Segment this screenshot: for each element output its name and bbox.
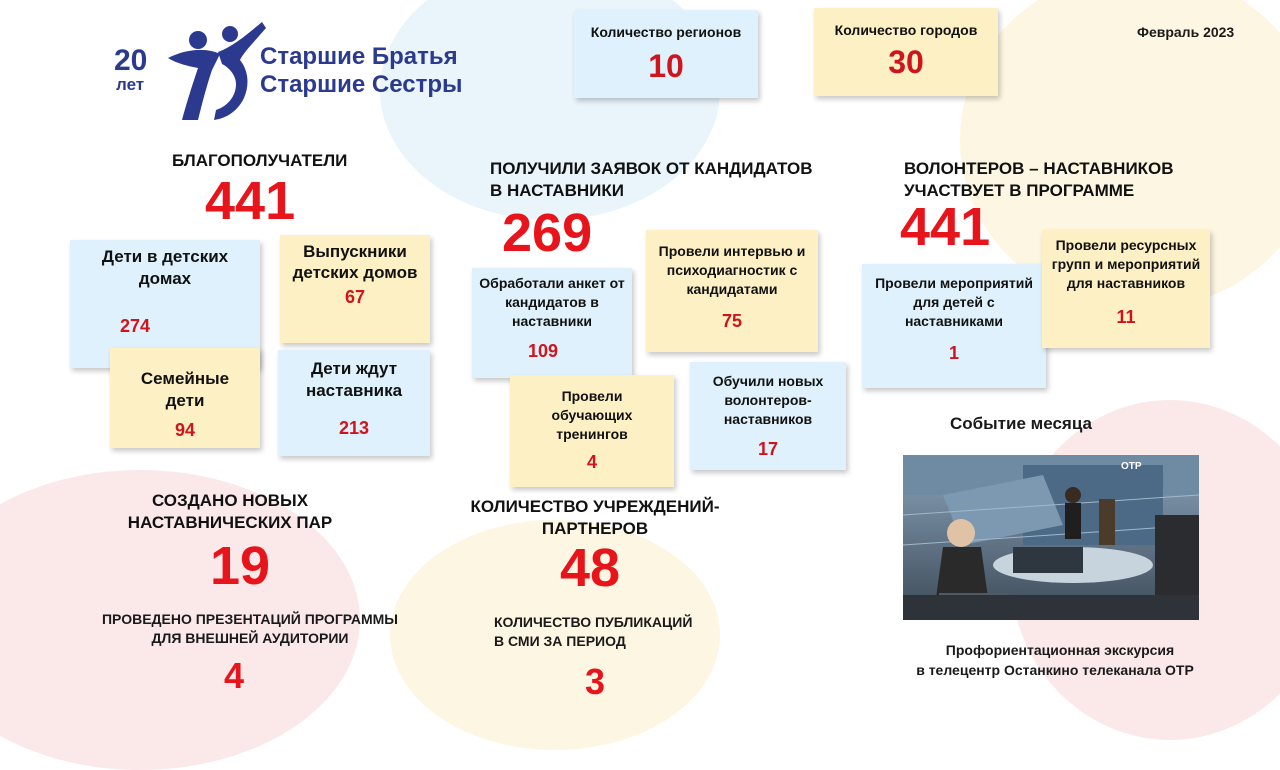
event-caption-line1: Профориентационная экскурсия	[945, 642, 1175, 658]
applications-title-line1: ПОЛУЧИЛИ ЗАЯВОК ОТ КАНДИДАТОВ	[490, 159, 813, 178]
child-events-value: 1	[948, 343, 959, 363]
orphanage-graduates-label: Выпускники детских домов	[292, 242, 418, 282]
pairs-title-line1: СОЗДАНО НОВЫХ	[151, 491, 309, 510]
family-children-value: 94	[174, 420, 196, 440]
resource-groups-label: Провели ресурсных групп и мероприятий для наставников	[1051, 237, 1201, 291]
trainings-label: Провели обучающих тренингов	[551, 388, 633, 442]
interviews-label: Провели интервью и психодиагностик с кандидатами	[658, 243, 806, 297]
waiting-children-label: Дети ждут наставника	[305, 359, 403, 400]
presentations-title-line2: ДЛЯ ВНЕШНЕЙ АУДИТОРИИ	[151, 630, 349, 646]
logo-years: 20	[114, 44, 148, 77]
partners-title-line1: КОЛИЧЕСТВО УЧРЕЖДЕНИЙ-	[470, 497, 720, 516]
volunteers-total: 441	[900, 197, 991, 257]
beneficiaries-total: 441	[205, 171, 296, 231]
new-volunteers-card	[690, 362, 846, 470]
family-children-label: Семейные дети	[140, 369, 230, 410]
family-children-card	[110, 348, 260, 448]
resource-groups-card	[1042, 230, 1210, 348]
beneficiaries-title: БЛАГОПОЛУЧАТЕЛИ	[172, 151, 348, 170]
logo-figures-icon	[158, 18, 268, 122]
orphanage-graduates-value: 67	[344, 287, 366, 307]
event-photo-logo: ОТР	[1121, 461, 1142, 472]
publications-title-line2: В СМИ ЗА ПЕРИОД	[494, 633, 626, 649]
presentations-title-line1: ПРОВЕДЕНО ПРЕЗЕНТАЦИЙ ПРОГРАММЫ	[101, 611, 399, 627]
cities-label: Количество городов	[834, 22, 978, 38]
logo-line1: Старшие Братья	[260, 43, 458, 70]
child-events-label: Провели мероприятий для детей с наставниками	[875, 275, 1033, 329]
interviews-card	[646, 230, 818, 352]
event-photo-illustration	[903, 455, 1199, 620]
new-volunteers-label: Обучили новых волонтеров-наставников	[712, 373, 824, 427]
child-events-card	[862, 264, 1046, 388]
event-caption-line2: в телецентр Останкино телеканала ОТР	[916, 662, 1194, 678]
processed-forms-card	[472, 268, 632, 378]
waiting-children-card	[278, 350, 430, 456]
regions-label: Количество регионов	[590, 24, 742, 40]
partners-value: 48	[559, 538, 621, 598]
trainings-card	[510, 375, 674, 487]
pairs-title-line2: НАСТАВНИЧЕСКИХ ПАР	[127, 513, 333, 532]
publications-value: 3	[584, 661, 606, 702]
logo-years-suffix: лет	[116, 75, 145, 94]
logo-line2: Старшие Сестры	[260, 71, 463, 98]
report-date: Февраль 2023	[1137, 24, 1235, 40]
waiting-children-value: 213	[338, 418, 370, 438]
logo	[108, 18, 488, 122]
event-title: Событие месяца	[950, 414, 1092, 433]
processed-forms-label: Обработали анкет от кандидатов в наставники	[479, 275, 625, 329]
new-volunteers-value: 17	[757, 439, 779, 459]
orphanage-children-value: 274	[119, 316, 151, 336]
cities-card	[814, 8, 998, 96]
publications-title-line1: КОЛИЧЕСТВО ПУБЛИКАЦИЙ	[494, 614, 693, 630]
regions-card	[574, 10, 758, 98]
event-photo	[903, 455, 1199, 620]
orphanage-graduates-card	[280, 235, 430, 343]
volunteers-title-line1: ВОЛОНТЕРОВ – НАСТАВНИКОВ	[904, 159, 1174, 178]
presentations-value: 4	[223, 655, 245, 696]
regions-value: 10	[648, 48, 684, 84]
applications-title-line2: В НАСТАВНИКИ	[490, 181, 624, 200]
trainings-value: 4	[586, 452, 597, 472]
interviews-value: 75	[721, 311, 743, 331]
applications-total: 269	[502, 203, 593, 263]
cities-value: 30	[888, 44, 924, 80]
volunteers-title-line2: УЧАСТВУЕТ В ПРОГРАММЕ	[904, 181, 1135, 200]
resource-groups-value: 11	[1116, 307, 1136, 327]
pairs-value: 19	[209, 536, 271, 596]
orphanage-children-label: Дети в детских домах	[101, 247, 229, 288]
partners-title-line2: ПАРТНЕРОВ	[541, 519, 649, 538]
processed-forms-value: 109	[527, 341, 559, 361]
